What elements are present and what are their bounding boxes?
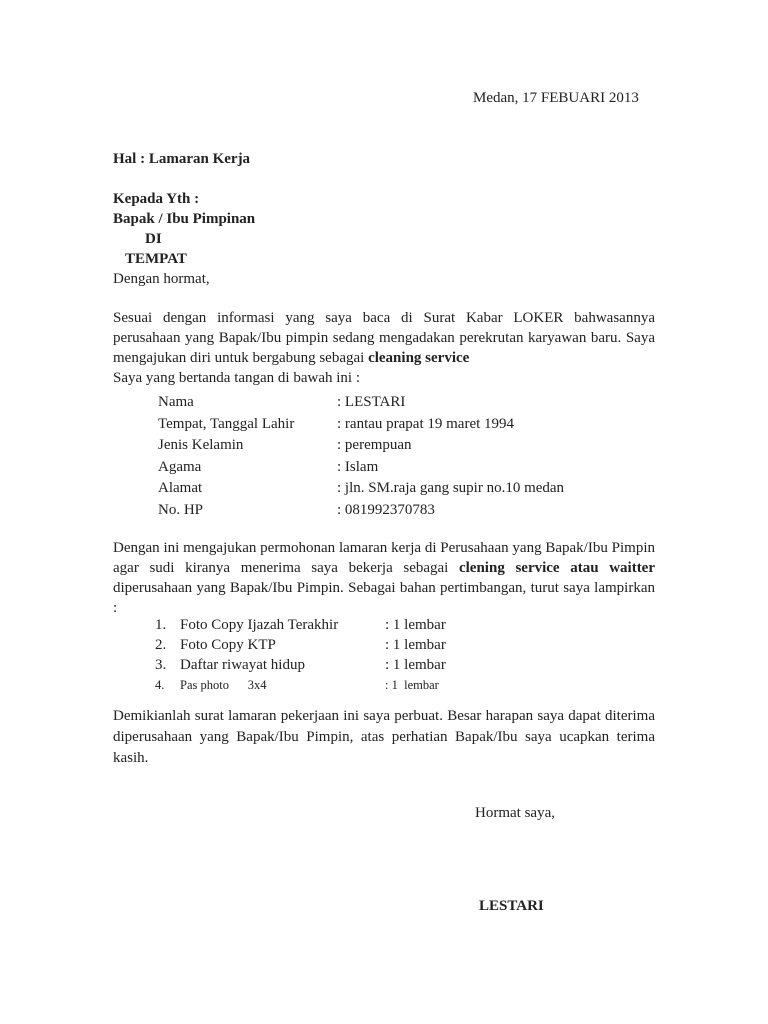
attachment-number: 2. (155, 637, 167, 653)
bio-row-no-hp (113, 500, 564, 522)
attachment-qty: : 1 lembar (385, 617, 446, 633)
attachment-list (113, 615, 446, 695)
bio-label: Alamat (158, 480, 203, 496)
bio-value: : perempuan (337, 437, 412, 453)
letter-subject: Hal : Lamaran Kerja (113, 151, 251, 167)
attachment-qty: : 1 lembar (385, 657, 446, 673)
bio-row-jenis-kelamin (113, 435, 564, 457)
attachment-name: Foto Copy KTP (180, 637, 276, 653)
closing-paragraph: Demikianlah surat lamaran pekerjaan ini saya perbuat. Besar harapan saya dapat diterima diperusahaan yang Bapak/Ibu Pimpin, atas perhatian Bapak/Ibu saya ucapkan terima kasih. (113, 708, 655, 766)
request-paragraph-text: Dengan ini mengajukan permohonan lamaran kerja di Perusahaan yang Bapak/Ibu Pimpin agar sudi kiranya menerima saya bekerja sebagai (113, 540, 655, 576)
attachment-qty: : 1 lembar (385, 678, 439, 692)
bio-row-agama (113, 457, 564, 479)
request-paragraph (113, 538, 655, 618)
bio-value: : LESTARI (337, 394, 406, 410)
attachment-qty: : 1 lembar (385, 637, 446, 653)
bio-row-nama (113, 392, 564, 414)
recipient-heading: Kepada Yth : (113, 191, 200, 207)
recipient-name: Bapak / Ibu Pimpinan (113, 211, 256, 227)
request-paragraph-text-end: diperusahaan yang Bapak/Ibu Pimpin. Sebagai bahan pertimbangan, turut saya lampirkan : (113, 580, 655, 616)
attachment-number: 3. (155, 657, 167, 673)
request-paragraph-bold: clening service atau waitter (458, 560, 656, 576)
opening-paragraph (113, 308, 655, 368)
recipient-di: DI (145, 231, 162, 247)
bio-label: Jenis Kelamin (158, 437, 244, 453)
opening-section (113, 308, 655, 388)
bio-value: : jln. SM.raja gang supir no.10 medan (337, 480, 565, 496)
bio-row-alamat (113, 478, 564, 500)
attachment-number: 1. (155, 617, 167, 633)
signature-name: LESTARI (479, 898, 544, 914)
recipient-tempat: TEMPAT (125, 251, 187, 267)
recipient-block (113, 189, 255, 289)
opening-paragraph-text: Sesuai dengan informasi yang saya baca di Surat Kabar LOKER bahwasannya perusahaan yang Bapak/Ibu pimpin sedang mengadakan perekrutan karyawan baru. Saya mengajukan diri untuk bergabung sebagai (113, 310, 655, 366)
bio-table (113, 392, 564, 521)
letter-date: Medan, 17 FEBUARI 2013 (473, 90, 639, 106)
intro-line: Saya yang bertanda tangan di bawah ini : (113, 370, 361, 386)
salutation: Dengan hormat, (113, 271, 210, 287)
bio-label: Nama (158, 394, 194, 410)
bio-value: : rantau prapat 19 maret 1994 (337, 415, 515, 432)
bio-label: Agama (158, 458, 202, 475)
bio-label: No. HP (158, 501, 204, 518)
bio-label: Tempat, Tanggal Lahir (158, 415, 295, 432)
bio-value: : 081992370783 (337, 501, 435, 518)
bio-row-ttl (113, 414, 564, 436)
bio-value: : Islam (337, 458, 379, 475)
attachment-name: Pas photo 3x4 (180, 678, 267, 692)
opening-paragraph-bold: cleaning service (368, 350, 470, 366)
attachment-item (113, 635, 446, 655)
attachment-number: 4. (155, 678, 165, 692)
attachment-name: Daftar riwayat hidup (180, 657, 305, 673)
sign-off: Hormat saya, (475, 805, 555, 821)
attachment-name: Foto Copy Ijazah Terakhir (180, 617, 339, 633)
attachment-item (113, 655, 446, 675)
attachment-item (113, 675, 446, 695)
attachment-item (113, 615, 446, 635)
